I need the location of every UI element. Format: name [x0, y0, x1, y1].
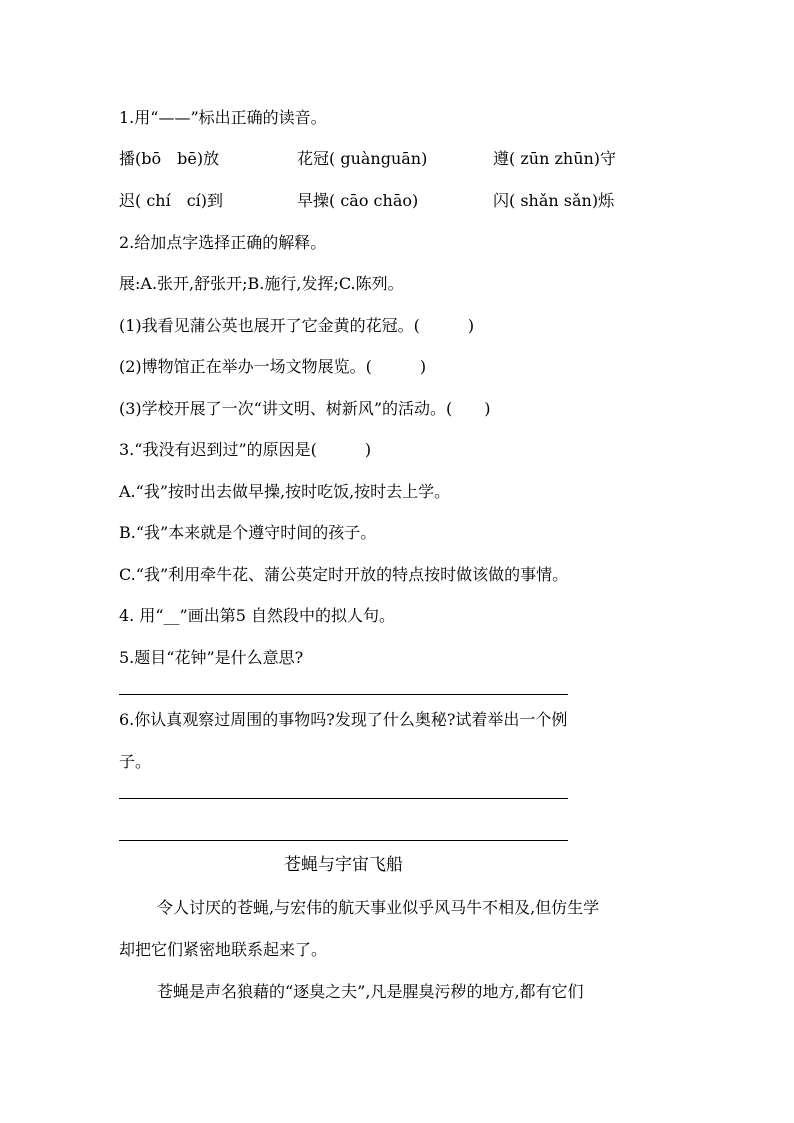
q4-heading: 4. 用“__”画出第5 自然段中的拟人句。	[119, 606, 395, 625]
q3-choice-c: C.“我”利用牵牛花、蒲公英定时开放的特点按时做该做的事情。	[119, 565, 569, 584]
q2-item-2: (2)博物馆正在举办一场文物展览。( )	[119, 357, 427, 376]
q3-heading: 3.“我没有迟到过”的原因是( )	[119, 440, 372, 459]
answer-line	[119, 798, 568, 799]
q2-item-3: (3)学校开展了一次“讲文明、树新风”的活动。( )	[119, 399, 491, 418]
passage-paragraph-2-line-1: 苍蝇是声名狼藉的“逐臭之夫”,凡是腥臭污秽的地方,都有它们	[157, 982, 584, 1001]
q1-item: 迟( chí cí)到	[119, 191, 224, 210]
answer-line	[119, 694, 568, 695]
q5-heading: 5.题目“花钟”是什么意思?	[119, 648, 304, 667]
q1-item: 播(bō bē)放	[119, 149, 220, 168]
q6-heading-line-1: 6.你认真观察过周围的事物吗?发现了什么奥秘?试着举出一个例	[119, 710, 568, 729]
q2-heading: 2.给加点字选择正确的解释。	[119, 233, 327, 252]
q1-item: 花冠( guànguān)	[297, 149, 428, 168]
q2-options: 展:A.张开,舒张开;B.施行,发挥;C.陈列。	[119, 274, 404, 293]
passage-paragraph-1-line-2: 却把它们紧密地联系起来了。	[119, 940, 328, 959]
q3-choice-a: A.“我”按时出去做早操,按时吃饭,按时去上学。	[119, 482, 451, 501]
q2-item-1: (1)我看见蒲公英也展开了它金黄的花冠。( )	[119, 316, 475, 335]
q3-choice-b: B.“我”本来就是个遵守时间的孩子。	[119, 523, 377, 542]
answer-line	[119, 840, 568, 841]
q1-item: 早操( cāo chāo)	[297, 191, 419, 210]
q1-heading: 1.用“——”标出正确的读音。	[119, 108, 327, 127]
q1-item: 闪( shǎn sǎn)烁	[493, 191, 615, 210]
passage-title: 苍蝇与宇宙飞船	[284, 855, 403, 875]
q6-heading-line-2: 子。	[119, 752, 152, 771]
q1-item: 遵( zūn zhūn)守	[493, 149, 617, 168]
passage-paragraph-1-line-1: 令人讨厌的苍蝇,与宏伟的航天事业似乎风马牛不相及,但仿生学	[157, 898, 600, 917]
